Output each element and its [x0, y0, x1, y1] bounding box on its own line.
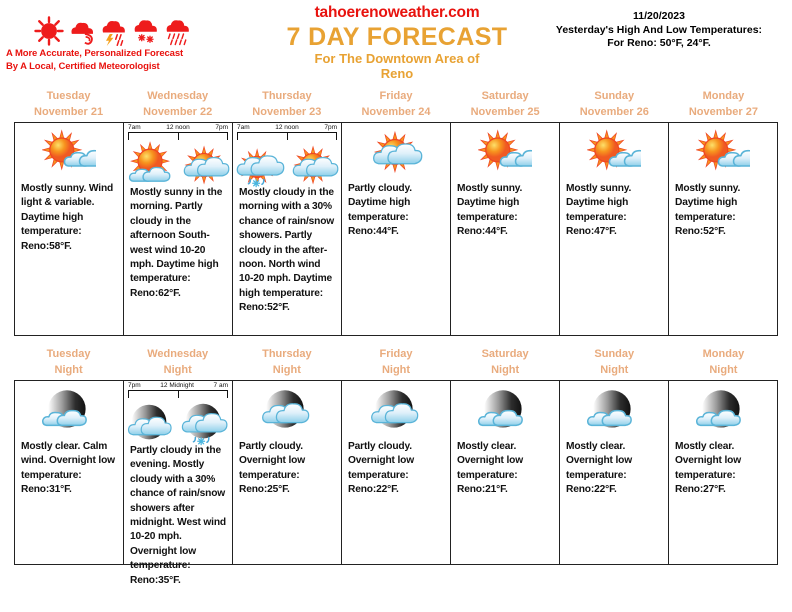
day-forecast-cell-thursday	[233, 123, 342, 335]
moon-behind-low-cloud-icon	[696, 383, 750, 437]
site-url[interactable]: tahoerenoweather.com	[314, 4, 480, 21]
moon-behind-low-cloud-icon	[478, 383, 532, 437]
day-forecast-cell-monday	[669, 123, 777, 335]
weather-icon-area	[15, 123, 123, 181]
time-label: 12 noon	[166, 124, 190, 131]
moon-behind-low-cloud-icon	[587, 383, 641, 437]
night-forecast-cell-thursday	[233, 381, 342, 564]
night-forecast-cell-monday	[669, 381, 777, 564]
time-label: 7pm	[324, 124, 337, 131]
day-forecast-cell-friday	[342, 123, 451, 335]
weather-icon-area	[15, 381, 123, 439]
forecast-description: Mostly clear. Overnight low temperature: Reno:22°F.	[566, 441, 632, 496]
title-block	[247, 4, 547, 81]
day-forecast-cell-tuesday	[15, 123, 124, 335]
time-label: 12 Midnight	[160, 382, 194, 389]
sun-behind-cloud-right-icon	[478, 125, 532, 179]
time-label: 12 noon	[275, 124, 299, 131]
weather-icon-area	[560, 381, 668, 439]
day-header-wednesday	[123, 88, 232, 122]
weekday-label: Sunday	[594, 90, 635, 102]
cloud-rain-snow-sun-icon	[235, 140, 285, 190]
night-forecast-cell-friday	[342, 381, 451, 564]
weekday-label: Saturday	[481, 90, 529, 102]
sun-behind-cloud-right-icon	[587, 125, 641, 179]
night-label: Night	[381, 364, 411, 376]
brand-tagline	[6, 48, 206, 73]
forecast-description: Mostly cloudy in the morning with a 30% chance of rain/snow showers. Partly cloudy in the after-noon. North wind 10-20 mph. Daytime high temperature: Reno:52°F.	[239, 187, 335, 314]
yesterday-summary	[534, 10, 784, 51]
weather-icon-area	[342, 381, 450, 439]
page-title: 7 DAY FORECAST	[286, 23, 508, 51]
daytime-forecast-table	[14, 122, 778, 336]
weather-icon-area	[233, 145, 341, 185]
day-header-monday	[669, 88, 778, 122]
time-label: 7pm	[215, 124, 228, 131]
forecast-description: Mostly sunny in the morning. Partly cloudy in the afternoon South-west wind 10-20 mph. Daytime high temperature: Reno:62°F.	[130, 187, 223, 299]
weather-icon-area	[669, 123, 777, 181]
night-label: Night	[54, 364, 83, 376]
weather-icon-area	[233, 381, 341, 439]
forecast-description: Partly cloudy. Overnight low temperature: Reno:22°F.	[348, 441, 414, 496]
time-bracket	[128, 390, 228, 400]
moon-behind-clouds-icon	[260, 383, 314, 437]
date-label: November 27	[688, 106, 758, 118]
page-subtitle-line-2: Reno	[380, 66, 414, 81]
night-header-wednesday	[123, 346, 232, 380]
weather-icon-area	[451, 381, 559, 439]
weekday-label: Tuesday	[46, 90, 91, 102]
weekday-label: Thursday	[262, 348, 312, 360]
weekday-label: Tuesday	[46, 348, 91, 360]
yesterday-label: Yesterday's High And Low Temperatures:	[555, 23, 763, 36]
night-forecast-cell-saturday	[451, 381, 560, 564]
weekday-label: Monday	[702, 90, 745, 102]
time-scale	[124, 123, 232, 145]
brand-logo	[6, 6, 206, 73]
forecast-description: Mostly clear. Calm wind. Overnight low temperature: Reno:31°F.	[21, 441, 115, 496]
weekday-label: Friday	[379, 348, 413, 360]
sun-behind-cloud-low-icon	[126, 140, 176, 190]
tagline-line-1: A More Accurate, Personalized Forecast	[6, 48, 184, 59]
forecast-description: Partly cloudy in the evening. Mostly cloudy with a 30% chance of rain/snow showers after midnight. West wind 10-20 mph. Overnight low temperature: Reno:35°F.	[130, 445, 227, 586]
page-subtitle-line-1: For The Downtown Area of	[314, 51, 480, 66]
night-label: Night	[272, 364, 301, 376]
sun-behind-clouds-icon	[289, 140, 339, 190]
night-header-row	[14, 346, 778, 380]
weather-icon-area	[669, 381, 777, 439]
snow-cloud-icon	[132, 16, 162, 46]
time-label: 7pm	[128, 382, 141, 389]
night-header-monday	[669, 346, 778, 380]
day-header-tuesday	[14, 88, 123, 122]
time-bracket	[237, 132, 337, 142]
yesterday-values: For Reno: 50°F, 24°F.	[607, 37, 711, 49]
time-label: 7am	[237, 124, 250, 131]
weather-icon-area	[451, 123, 559, 181]
cloud-wind-icon	[66, 16, 98, 46]
rain-cloud-icon	[164, 16, 194, 46]
forecast-description: Mostly sunny. Wind light & variable. Daytime high temperature: Reno:58°F.	[21, 183, 114, 252]
moon-behind-low-cloud-icon	[42, 383, 96, 437]
weekday-label: Sunday	[594, 348, 635, 360]
night-header-thursday	[232, 346, 341, 380]
date-label: November 26	[579, 106, 649, 118]
forecast-date: 11/20/2023	[633, 10, 685, 22]
forecast-description: Mostly sunny. Daytime high temperature: Reno:52°F.	[675, 183, 741, 238]
nighttime-forecast-table	[14, 380, 778, 586]
night-label: Night	[491, 364, 520, 376]
moon-behind-clouds-icon	[126, 398, 176, 448]
date-label: November 24	[361, 106, 431, 118]
day-header-thursday	[232, 88, 341, 122]
day-header-friday	[341, 88, 450, 122]
logo-icon-strip	[6, 6, 206, 46]
weekday-label: Friday	[379, 90, 413, 102]
time-bracket	[128, 132, 228, 142]
night-label: Night	[163, 364, 192, 376]
sun-behind-cloud-right-icon	[42, 125, 96, 179]
sun-behind-cloud-right-icon	[696, 125, 750, 179]
weather-icon-area	[124, 403, 232, 443]
weekday-label: Saturday	[481, 348, 529, 360]
time-label: 7am	[128, 124, 141, 131]
forecast-description: Mostly sunny. Daytime high temperature: Reno:47°F.	[566, 183, 632, 238]
weather-icon-area	[342, 123, 450, 181]
weekday-label: Wednesday	[147, 348, 209, 360]
weekday-label: Wednesday	[147, 90, 209, 102]
weekday-label: Monday	[702, 348, 745, 360]
sun-behind-clouds-icon	[369, 125, 423, 179]
forecast-description: Partly cloudy. Overnight low temperature: Reno:25°F.	[239, 441, 305, 496]
forecast-description: Mostly clear. Overnight low temperature: Reno:21°F.	[457, 441, 523, 496]
forecast-description: Mostly clear. Overnight low temperature: Reno:27°F.	[675, 441, 741, 496]
sun-icon	[34, 16, 64, 46]
time-label: 7 am	[213, 382, 228, 389]
weather-icon-area	[560, 123, 668, 181]
date-label: November 21	[34, 106, 104, 118]
night-forecast-cell-sunday	[560, 381, 669, 564]
sun-behind-clouds-icon	[180, 140, 230, 190]
day-forecast-cell-saturday	[451, 123, 560, 335]
night-label: Night	[709, 364, 738, 376]
tagline-line-2: By A Local, Certified Meteorologist	[6, 60, 160, 72]
date-label: November 22	[143, 106, 213, 118]
day-header-row	[14, 88, 778, 122]
night-header-friday	[341, 346, 450, 380]
weekday-label: Thursday	[262, 90, 312, 102]
day-forecast-cell-wednesday	[124, 123, 233, 335]
night-label: Night	[600, 364, 629, 376]
day-forecast-cell-sunday	[560, 123, 669, 335]
date-label: November 23	[252, 106, 322, 118]
forecast-description: Partly cloudy. Daytime high temperature: Reno:44°F.	[348, 183, 412, 238]
time-scale	[124, 381, 232, 403]
moon-cloud-rain-snow-icon	[180, 398, 230, 448]
time-scale	[233, 123, 341, 145]
night-header-saturday	[451, 346, 560, 380]
night-forecast-cell-tuesday	[15, 381, 124, 564]
night-header-tuesday	[14, 346, 123, 380]
day-header-saturday	[451, 88, 560, 122]
moon-behind-clouds-icon	[369, 383, 423, 437]
weather-icon-area	[124, 145, 232, 185]
day-header-sunday	[560, 88, 669, 122]
forecast-description: Mostly sunny. Daytime high temperature: Reno:44°F.	[457, 183, 523, 238]
night-forecast-cell-wednesday	[124, 381, 233, 586]
date-label: November 25	[470, 106, 540, 118]
thunderstorm-icon	[100, 16, 130, 46]
night-header-sunday	[560, 346, 669, 380]
page-header	[0, 0, 792, 88]
